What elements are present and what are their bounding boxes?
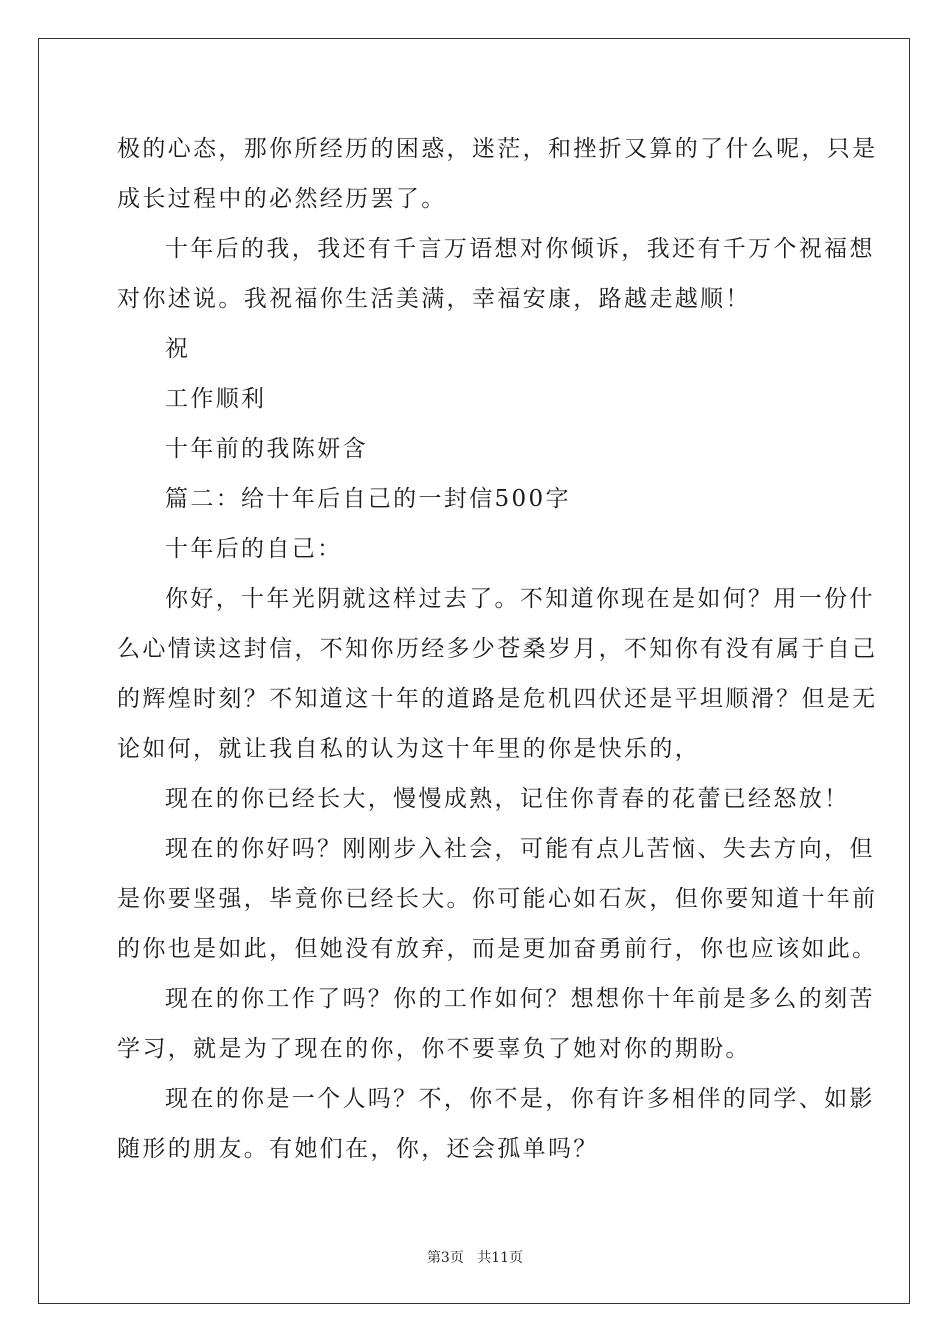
text-line: 随形的朋友。有她们在，你，还会孤单吗？ [117,1136,599,1162]
salutation-line: 祝 [165,336,191,362]
text-line: 现在的你好吗？刚刚步入社会，可能有点儿苦恼、失去方向，但 [165,836,875,862]
section-heading: 篇二：给十年后自己的一封信500字 [165,486,571,512]
text-line: 论如何，就让我自私的认为这十年里的你是快乐的， [117,736,701,762]
document-body [117,124,878,1174]
text-line: 是你要坚强，毕竟你已经长大。你可能心如石灰，但你要知道十年前 [117,886,878,912]
text-line: 的你也是如此，但她没有放弃，而是更加奋勇前行，你也应该如此。 [117,936,878,962]
text-line: 你好，十年光阴就这样过去了。不知道你现在是如何？用一份什 [165,586,875,612]
text-line: 现在的你是一个人吗？不，你不是，你有许多相伴的同学、如影 [165,1086,875,1112]
text-line: 成长过程中的必然经历罢了。 [117,186,447,212]
text-line: 学习，就是为了现在的你，你不要辜负了她对你的期盼。 [117,1036,751,1062]
total-pages: 共11页 [477,1250,524,1266]
text-line: 极的心态，那你所经历的困惑，迷茫，和挫折又算的了什么呢，只是 [117,136,878,162]
salutation-line: 工作顺利 [165,386,267,412]
text-line: 么心情读这封信，不知你历经多少苍桑岁月，不知你有没有属于自己 [117,636,878,662]
text-line: 对你述说。我祝福你生活美满，幸福安康，路越走越顺！ [117,286,751,312]
text-line: 十年后的我，我还有千言万语想对你倾诉，我还有千万个祝福想 [165,236,875,262]
page-number: 第3页 [426,1250,464,1266]
letter-greeting: 十年后的自己： [165,536,343,562]
signature-line: 十年前的我陈妍含 [165,436,368,462]
page-footer [0,1247,950,1267]
text-line: 现在的你已经长大，慢慢成熟，记住你青春的花蕾已经怒放！ [165,786,850,812]
text-line: 现在的你工作了吗？你的工作如何？想想你十年前是多么的刻苦 [165,986,875,1012]
text-line: 的辉煌时刻？不知道这十年的道路是危机四伏还是平坦顺滑？但是无 [117,686,878,712]
